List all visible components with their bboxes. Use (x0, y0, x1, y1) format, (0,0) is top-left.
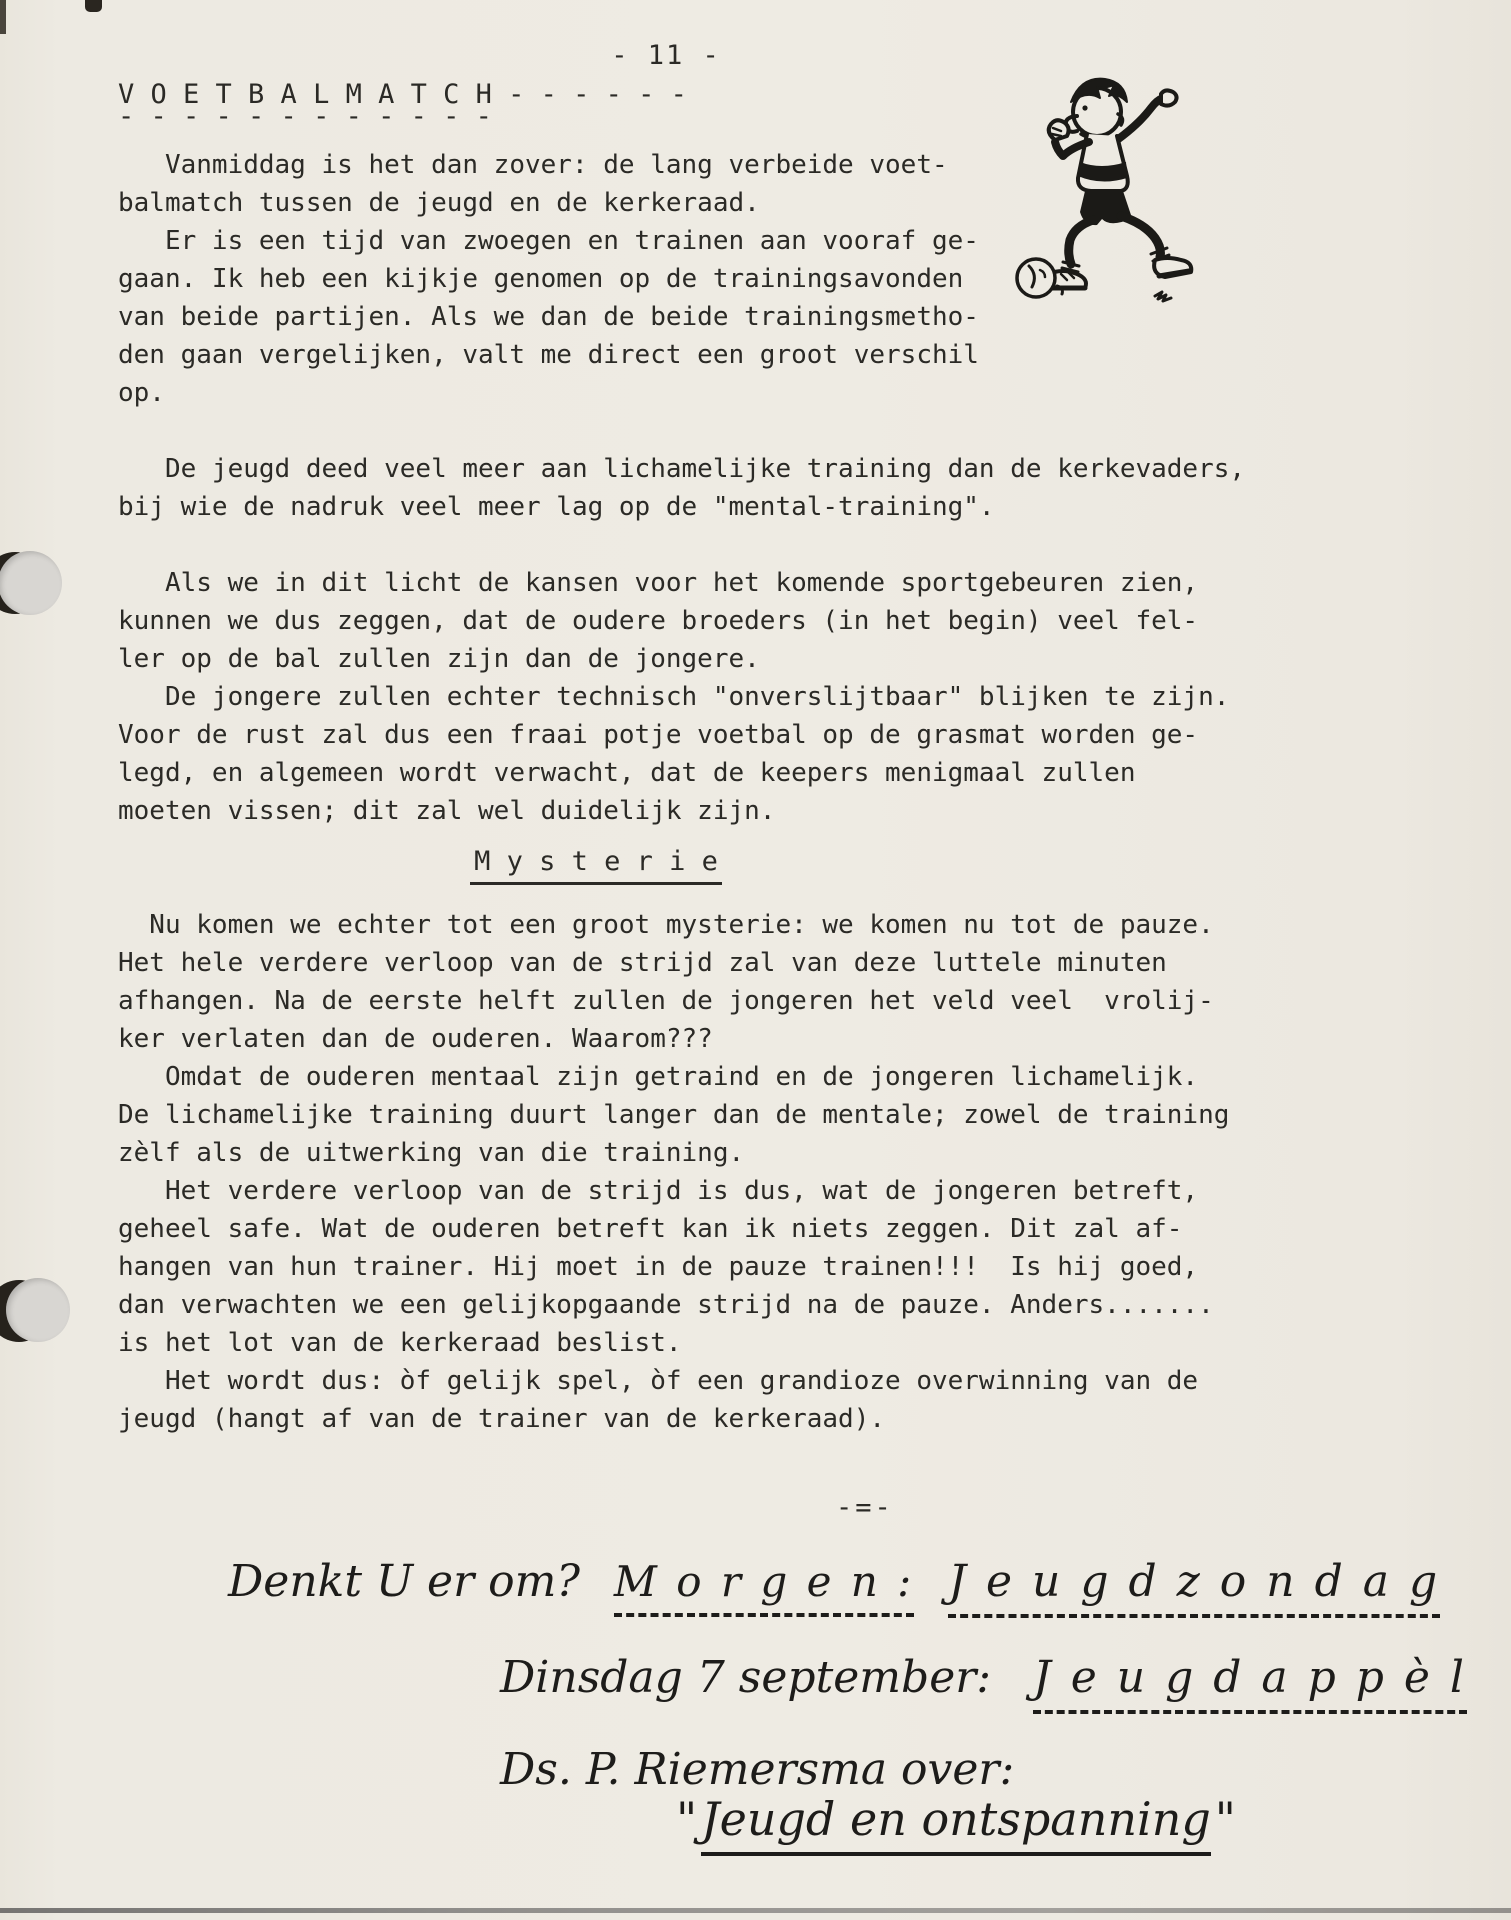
text-line (118, 412, 1245, 450)
text-line: ker verlaten dan de ouderen. Waarom??? (118, 1024, 713, 1054)
text-line: dan verwachten we een gelijkopgaande strijd na de pauze. Anders....... (118, 1290, 1214, 1320)
scan-edge-top-left (0, 0, 6, 34)
text-line: Het hele verdere verloop van de strijd zal van deze luttele minuten (118, 948, 1167, 978)
text-line: afhangen. Na de eerste helft zullen de jongeren het veld veel vrolij- (118, 986, 1214, 1016)
text-line: is het lot van de kerkeraad beslist. (118, 1328, 682, 1358)
text-line: geheel safe. Wat de ouderen betreft kan ik niets zeggen. Dit zal af- (118, 1214, 1183, 1244)
announcement-line-morgen (228, 1556, 1440, 1618)
topic-open-quote: " (676, 1792, 698, 1846)
scan-edge-bottom (0, 1908, 1511, 1913)
text-line: legd, en algemeen wordt verwacht, dat de keepers menigmaal zullen (118, 758, 1136, 788)
text-line: Nu komen we echter tot een groot mysterie: we komen nu tot de pauze. (118, 910, 1214, 940)
text-line: kunnen we dus zeggen, dat de oudere broeders (in het begin) veel fel- (118, 606, 1199, 636)
text-line: den gaan vergelijken, valt me direct een groot verschil (118, 340, 979, 370)
section-heading-mysterie: M y s t e r i e (470, 846, 722, 885)
speaker-text: Ds. P. Riemersma over: (500, 1744, 1015, 1795)
text-line: moeten vissen; dit zal wel duidelijk zijn. (118, 796, 776, 826)
announcement-line-speaker (500, 1744, 1014, 1795)
text-line: Er is een tijd van zwoegen en trainen aan vooraf ge- (118, 226, 979, 256)
text-line: Het verdere verloop van de strijd is dus, wat de jongeren betreft, (118, 1176, 1199, 1206)
morgen-label: M o r g e n : (614, 1557, 914, 1617)
text-line: van beide partijen. Als we dan de beide trainingsmetho- (118, 302, 979, 332)
text-line: balmatch tussen de jeugd en de kerkeraad. (118, 188, 760, 218)
article-title-text: V O E T B A L M A T C H - - - - - - (118, 79, 687, 110)
reminder-text: Denkt U er om? (228, 1556, 580, 1607)
text-line: op. (118, 378, 165, 408)
text-line: Het wordt dus: òf gelijk spel, òf een grandioze overwinning van de (118, 1366, 1199, 1396)
text-line: Vanmiddag is het dan zover: de lang verbeide voet- (118, 150, 948, 180)
text-line: Omdat de ouderen mentaal zijn getraind en de jongeren lichamelijk. (118, 1062, 1199, 1092)
announcement-line-topic (672, 1792, 1240, 1856)
binder-hole-bottom (6, 1278, 70, 1342)
text-line: ler op de bal zullen zijn dan de jongere. (118, 644, 760, 674)
text-line (118, 526, 1245, 564)
topic-close-quote: " (1214, 1792, 1236, 1846)
text-line: hangen van hun trainer. Hij moet in de pauze trainen!!! Is hij goed, (118, 1252, 1199, 1282)
topic-text: Jeugd en ontspanning (701, 1792, 1211, 1856)
text-line: zèlf als de uitwerking van die training. (118, 1138, 745, 1168)
text-line: jeugd (hangt af van de trainer van de kerkeraad). (118, 1404, 886, 1434)
text-line: De jeugd deed veel meer aan lichamelijke training dan de kerkevaders, (118, 454, 1246, 484)
text-line: De lichamelijke training duurt langer dan de mentale; zowel de training (118, 1100, 1230, 1130)
scan-mark-top-left (85, 0, 102, 12)
tuesday-label: Dinsdag 7 september: (500, 1652, 992, 1703)
binder-hole-top (0, 551, 62, 615)
page-number: - 11 - (611, 40, 721, 71)
text-line: bij wie de nadruk veel meer lag op de "mental-training". (118, 492, 995, 522)
article-title (118, 79, 687, 132)
text-line: Voor de rust zal dus een fraai potje voetbal op de grasmat worden ge- (118, 720, 1199, 750)
article-body-part1 (118, 146, 1245, 830)
text-line: Als we in dit licht de kansen voor het komende sportgebeuren zien, (118, 568, 1199, 598)
article-body-part2 (118, 906, 1229, 1438)
morgen-event: J e u g d z o n d a g (948, 1556, 1440, 1618)
text-line: gaan. Ik heb een kijkje genomen op de trainingsavonden (118, 264, 964, 294)
announcement-line-dinsdag (500, 1652, 1467, 1714)
tuesday-event: J e u g d a p p è l (1033, 1652, 1467, 1714)
section-heading-wrap (118, 846, 1158, 877)
text-line: De jongere zullen echter technisch "onverslijtbaar" blijken te zijn. (118, 682, 1230, 712)
article-title-underline: - - - - - - - - - - - - (118, 101, 492, 132)
section-divider: -=- (836, 1492, 894, 1523)
